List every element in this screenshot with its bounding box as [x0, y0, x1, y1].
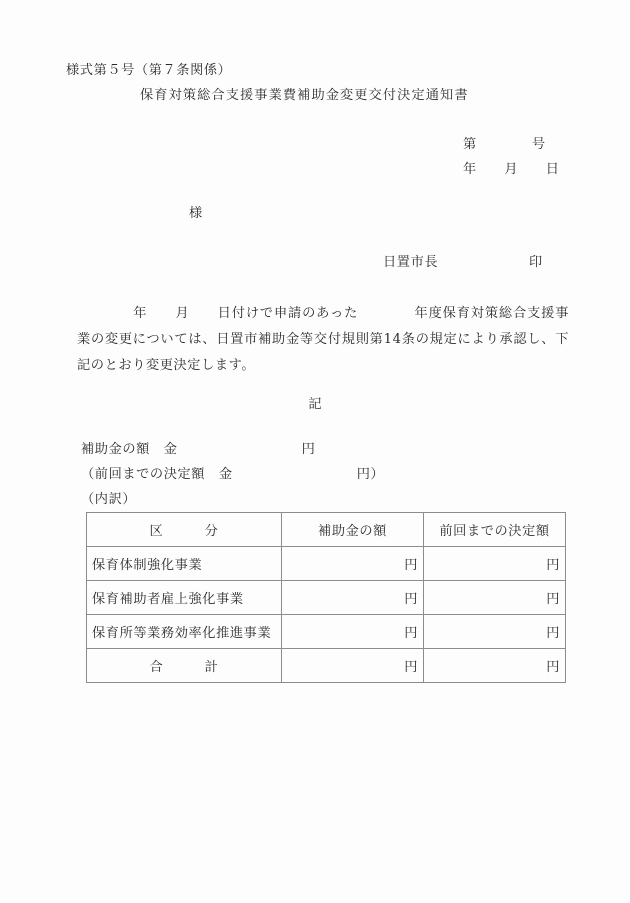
form-number: 様式第５号（第７条関係） — [66, 63, 232, 78]
document-date-line: 年 月 日 — [463, 162, 560, 178]
addressee-suffix: 様 — [189, 206, 203, 221]
table-row-total — [87, 649, 566, 683]
table-row — [87, 547, 566, 581]
document-meta-block — [463, 138, 560, 188]
row-category: 保育体制強化事業 — [87, 547, 282, 581]
body-paragraph: 年 月 日付けで申請のあった 年度保育対策総合支援事業の変更については、日置市補助金等交付規則第14条の規定により承認し、下記のとおり変更決定します。 — [77, 306, 569, 373]
row-previous-total: 円 — [424, 649, 566, 683]
document-number-line: 第 号 — [463, 137, 546, 152]
row-category: 保育補助者雇上強化事業 — [87, 581, 282, 615]
document-title: 保育対策総合支援事業費補助金変更交付決定通知書 — [140, 88, 469, 103]
seal-mark-icon: 印 — [529, 255, 543, 270]
issuer-name: 日置市長 — [383, 255, 439, 270]
row-category: 保育所等業務効率化推進事業 — [87, 615, 282, 649]
row-amount: 円 — [282, 547, 424, 581]
row-amount: 円 — [282, 615, 424, 649]
table-row — [87, 581, 566, 615]
row-category-total: 合 計 — [87, 649, 282, 683]
ki-marker: 記 — [308, 397, 322, 412]
breakdown-table — [86, 512, 566, 683]
subsidy-amount-line: 補助金の額 金 円 — [81, 442, 316, 457]
row-amount: 円 — [282, 581, 424, 615]
table-header-row — [87, 513, 566, 547]
row-previous: 円 — [424, 615, 566, 649]
previous-decision-amount-line: （前回までの決定額 金 円） — [81, 467, 385, 482]
row-previous: 円 — [424, 581, 566, 615]
table-header-previous: 前回までの決定額 — [424, 513, 566, 547]
row-previous: 円 — [424, 547, 566, 581]
table-header-category: 区 分 — [87, 513, 282, 547]
breakdown-label: （内訳） — [81, 492, 137, 507]
row-amount-total: 円 — [282, 649, 424, 683]
table-row — [87, 615, 566, 649]
table-header-amount: 補助金の額 — [282, 513, 424, 547]
